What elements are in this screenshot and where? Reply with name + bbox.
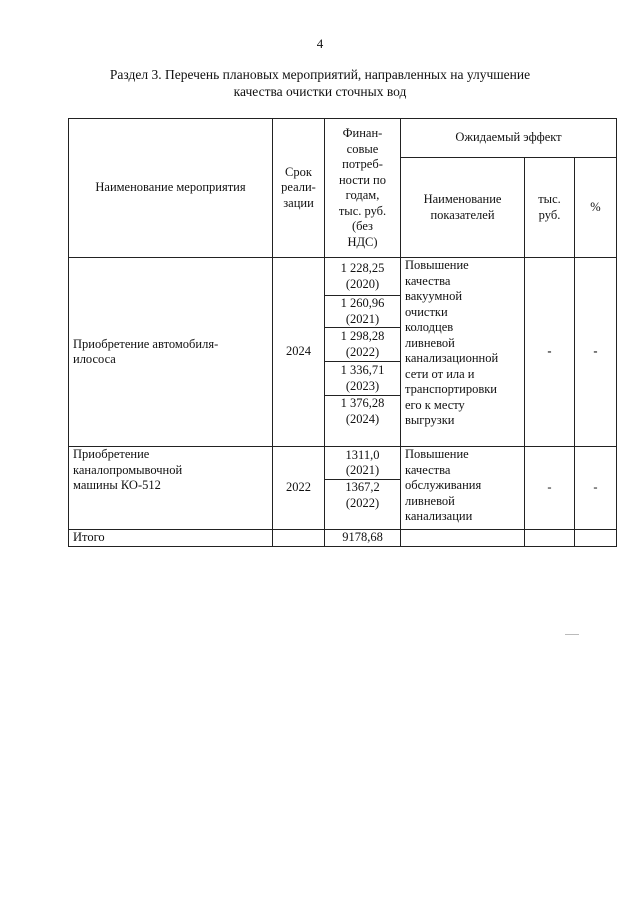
row-2-thousand-rub: - [525, 447, 575, 530]
indicator-line: колодцев [405, 320, 454, 334]
header-finance-line: потреб- [342, 157, 383, 171]
row-1-finance-cell [325, 362, 401, 396]
header-term-line: зации [283, 195, 314, 210]
row-1-term: 2024 [273, 258, 325, 447]
finance-year: (2020) [345, 276, 380, 291]
indicator-line: транспортировки [405, 382, 497, 396]
scan-mark [565, 634, 579, 635]
header-percent: % [575, 158, 617, 258]
total-empty-cell [525, 530, 575, 547]
header-indicator-line: показателей [430, 207, 495, 222]
finance-year: (2022) [345, 344, 380, 359]
header-finance-line: совые [346, 141, 379, 156]
header-finance-line: Финан- [342, 126, 383, 140]
finance-year: (2021) [345, 311, 380, 326]
page-number: 4 [316, 36, 324, 51]
row-1-finance-cell [325, 258, 401, 296]
total-empty-cell [401, 530, 525, 547]
finance-value: 1 260,96 [340, 296, 385, 310]
row-2-name-line: Приобретение [73, 447, 150, 461]
indicator-line: ливневой [405, 335, 455, 350]
row-1-indicator [401, 258, 525, 447]
row-1-name-line: Приобретение автомобиля- [73, 336, 219, 351]
finance-value: 1367,2 [345, 480, 380, 494]
header-term-line: Срок [285, 164, 312, 179]
indicator-line: обслуживания [405, 478, 482, 492]
finance-year: (2021) [345, 463, 380, 477]
header-indicator [401, 158, 525, 258]
total-empty-cell [273, 530, 325, 547]
finance-year: (2023) [345, 378, 380, 393]
header-finance-line: (без [352, 219, 373, 233]
header-finance-line: НДС) [347, 234, 378, 249]
header-finance-line: ности по [338, 172, 386, 187]
indicator-line: канализационной [405, 351, 499, 365]
header-finance-line: годам, [345, 188, 380, 202]
indicator-line: его к месту [405, 397, 465, 412]
finance-year: (2024) [345, 411, 380, 426]
finance-value: 1 336,71 [340, 363, 385, 377]
indicator-line: сети от ила и [405, 366, 475, 381]
header-name: Наименование мероприятия [69, 119, 273, 258]
indicator-line: очистки [405, 304, 448, 319]
table-total-row [69, 530, 617, 547]
header-thousand-rub-line: тыс. [538, 192, 561, 206]
row-1-finance-cell [325, 328, 401, 362]
row-1-name-line: илососа [73, 352, 116, 366]
section-title-line-2: качества очистки сточных вод [233, 84, 407, 99]
row-1-finance-cell [325, 296, 401, 328]
indicator-line: качества [405, 273, 451, 288]
row-2-term: 2022 [273, 447, 325, 530]
row-1-percent: - [575, 258, 617, 447]
indicator-line: ливневой [405, 493, 455, 508]
header-term [273, 119, 325, 258]
header-finance-line: тыс. руб. [338, 203, 387, 218]
header-thousand-rub [525, 158, 575, 258]
row-1-thousand-rub: - [525, 258, 575, 447]
row-2-name [69, 447, 273, 530]
section-title [60, 66, 580, 100]
finance-value: 1 298,28 [340, 329, 385, 343]
finance-value: 1311,0 [345, 447, 380, 462]
row-2-finance-cell [325, 480, 401, 530]
indicator-line: канализации [405, 509, 473, 523]
header-indicator-line: Наименование [423, 192, 502, 206]
table-header-row [69, 119, 617, 158]
row-2-finance-cell [325, 447, 401, 480]
header-thousand-rub-line: руб. [538, 207, 561, 222]
header-term-line: реали- [281, 180, 316, 195]
total-empty-cell [575, 530, 617, 547]
row-2-percent: - [575, 447, 617, 530]
table-row [69, 447, 617, 480]
row-2-indicator [401, 447, 525, 530]
header-effect: Ожидаемый эффект [401, 119, 617, 158]
measures-table [68, 118, 617, 547]
finance-year: (2022) [345, 495, 380, 510]
row-2-name-line: машины КО-512 [73, 478, 161, 492]
indicator-line: Повышение [405, 258, 469, 272]
indicator-line: качества [405, 462, 451, 477]
finance-value: 1 228,25 [340, 261, 385, 275]
header-finance [325, 119, 401, 258]
table-row [69, 258, 617, 296]
row-1-finance-cell [325, 396, 401, 447]
indicator-line: Повышение [405, 447, 469, 461]
finance-value: 1 376,28 [340, 396, 385, 410]
total-label: Итого [69, 530, 273, 547]
indicator-line: выгрузки [405, 413, 455, 427]
row-2-name-line: каналопромывочной [73, 462, 183, 477]
indicator-line: вакуумной [405, 289, 463, 303]
section-title-line-1: Раздел 3. Перечень плановых мероприятий, направленных на улучшение [109, 67, 531, 82]
total-value: 9178,68 [325, 530, 401, 547]
row-1-name [69, 258, 273, 447]
